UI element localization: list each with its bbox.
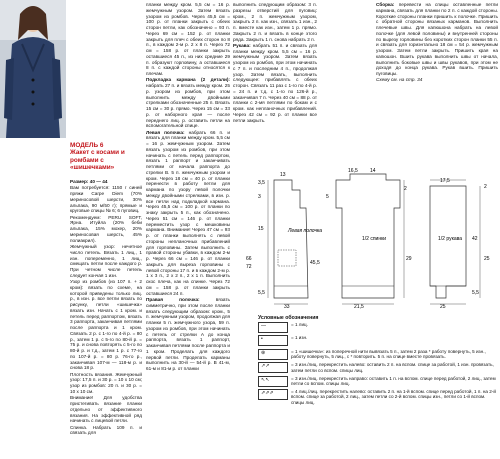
dim-3-5: 3,5: [258, 180, 265, 186]
dim-45-5: 45,5: [310, 260, 320, 266]
materials-paragraph: Вам потребуется: 1150 г синей пряжи Сarpe Diem (70% мериносовой шерсти, 30% альпака, 90 м/50 г); прямые и круговые спицы № 6; 6 пуговиц.: [70, 185, 142, 214]
dim-72: 72: [246, 264, 252, 270]
diamond-pattern-paragraph: Узор из ромбов (из 107 п. + 2 кром): вязать по схеме, на которой приведены только лиц. р., в изн. р. все петли вязать по рисунку, петли «шишечка» вязать изн. Начать с 1 кром. и петель перед раппортом, вязать 3 раппорта, заканчивая петлями после раппорта и 1 кром. Связать 2 р. с 1-го по 4-й р. = 80 р., затем 1 р. с 5-го по 80-й р. = 75 р. и снова повторять с 5-го по 80-й р. и т.д., затем 1 р. с 77-го по 107-й р. = 80 р. 76-го р., заканчивая 107-м — 118-м р. и снова 18 р.: [70, 279, 142, 371]
dim-15: 15: [258, 226, 264, 232]
legend-row-cross-left: [258, 362, 498, 373]
legend-title: Условные обозначения: [258, 315, 319, 321]
pocket-outline: [278, 250, 296, 266]
legend-text: = 4 лиц./лиц. перекрестить налево: оставить 2 п. на 1-й вспом. спице перед работой, 1 п. на 2-й вспом. спице за работой, 2 лиц., затем петли со 2-й вспом. спицы изн., петли со 1-й вспом. спицы лиц.: [291, 388, 496, 405]
buttonholes-text: выполнить следующим образом: 3 п. разрезы отверстий для пуговиц: кром., 2 п. жемчужным узором, закрыть 2 п. как изн., связать 1 изн., 2 п. вместе как изн., затем 1 р. прямо. Закрыть 2 п. и вязать в конце этого ряда. Закрыть 1 п. снова набрать 2 п.: [233, 2, 317, 42]
legend-symbol: —: [258, 322, 288, 333]
right-front-heading: Правая полочка:: [146, 297, 200, 303]
left-front-outline: [274, 180, 308, 298]
assembly-text: перевести на спицы оставленные петли кармана, связать для планки по 2 п. с каждой стороны. Короткие стороны планки пришить к полочке. Пришить с обратной стороны вязаных карманов. Выполнить плечевые швы. Для капюшона набрать на левой полочке (для левой половины) и внутренней стороны по вырезу горловины без коротких сторон планки 55 п. и связать для гориэнтально 18 см = 54 р. жемчужным узором. Затем петли закрыть. Пришить края на капюшон. Вшить рукава выполнить швы от начала, выполнить боковые швы и швы рукавов, при этом не доходя до конца рукава. Рукав вшить. Пришить пуговицы.: [376, 2, 498, 76]
left-front-heading: Левая полочка:: [146, 129, 185, 135]
model-photo-image: [0, 0, 66, 138]
model-number: МОДЕЛЬ 6: [70, 142, 104, 149]
back-paragraph: Спинка. Набрать 109 п. и связать для: [70, 424, 142, 436]
legend-text: = 3 изн./лиц. перекрестить налево: оставить 2 п. на вспом. спице за работой, 1 изн. провязать, затем петли со вспом. спицы лиц.: [291, 362, 494, 373]
pattern-schematic: [244, 168, 496, 312]
legend-symbol: •: [258, 335, 288, 346]
pocket-heading: Подкладка кармана (2 детали):: [146, 77, 230, 83]
dim-3: 3: [258, 194, 261, 200]
dim-25-right: 25: [484, 256, 490, 262]
seed-stitch-paragraph: Жемчужный узор: нечетное число петель. Вязать 1 лиц., 1 изн. попеременно, 1 лиц., смещать петли после каждого р. При четном числе петель следует кончая 1 изн.: [70, 244, 142, 278]
dim-2: 2: [404, 186, 407, 192]
legend-symbol: ↗↗: [258, 362, 288, 373]
model-photo: [0, 0, 66, 138]
dim-33: 33: [284, 304, 290, 310]
legend-symbol: ⇗⇗⇗: [258, 389, 288, 400]
legend-row-cable4: [258, 389, 498, 406]
chart-reference: Схему см. на стр. 34: [376, 77, 423, 83]
pattern-diagram: [244, 168, 496, 312]
legend-symbol: ⊛: [258, 349, 288, 360]
size-line: Размер: 40 — 44: [70, 179, 108, 184]
legend-text: = 1 лиц.: [291, 322, 308, 327]
assembly-heading: Сборка:: [376, 2, 395, 7]
sleeves-heading: Рукава:: [233, 42, 251, 48]
text-column-1: [70, 179, 142, 459]
dim-29: 29: [406, 256, 412, 262]
legend-row-purl: [258, 335, 498, 346]
dim-5-5-left: 5,5: [258, 290, 265, 296]
dim-17-5: 17,5: [440, 178, 450, 184]
sleeve-outline: [430, 186, 466, 298]
back-continued: планки между кром. 5,5 см = 16 р. жемчужным узором. Затем вязать узором из ромбов. Через 45,5 см = 100 р. от планки закрыть с обеих сторон петли, как обозначено = 93 п. Через 69 см = 152 р. от планки закрыть для плеч с обеих сторон по 8 п., в каждом 2-м р. 2 х 8 п. Через 72 см = 158 р. от планки закрыть оставшиеся 45 п., из них средние 29 п. образуют горловину, а оставшиеся 8 п. с каждой стороны относятся к плечам.: [146, 2, 230, 76]
left-front-text: набрать 66 п. и вязать для планки между кром. 5,5 см = 16 р. жемчужным узором. Затем вязать узором из ромбов, при этом начинать с петель перед раппортом, вязать 1 раппорт и заканчивать петлями от начала раппорта до стрелки В. 5 п. жемчужным узором и кром. Через 18 см = 40 р. от планки перенести в работу петли для кармана по узору левой полочки между двойными стрелками, в изн. р. все петли над подкладкой кармана. Через 45,5 см = 100 р. от планки по знаку закрыть 5 п., как обозначено. Через 51 см = 146 р. от планки переместить узор с мешковины кармана. Внимание! Через 47 см = 93 р. от планки выполнять с левой стороны непланочных прибавлений для горловины. Затем выполнить с правой стороны убавки, в каждом 2-м р. Через 66 см = 146 р. от планки закрыть для выреза горловины с левой стороны 17 п. и в каждом 2-м р. 1 х 3 п., 2 х 2 п., 2 х 1 п. Выполнить скос плеча, как на спинке. Через 72 см = 158 р. от планки закрыть оставшиеся 24 п.: [146, 129, 230, 296]
dim-5: 5: [326, 194, 329, 200]
legend-text: = 1 изн.: [291, 335, 308, 341]
gauge-paragraph: Плотность вязания. Жемчужный узор: 17,5 п. и 30 р. = 10 х 10 см; узор из ромбов: 20 п. и 30 р. = 10 х 10 см.: [70, 371, 142, 394]
recommend-paragraph: Рекомендуем: PERU SOFT, Ярна. Итуйла (20% беби альпака, 15% мохер, 20% мериносовая шерсть, 45% полиакрил).: [70, 214, 142, 243]
text-column-3: [233, 2, 317, 160]
back-label: 1/2 спинки: [362, 236, 387, 242]
legend: [258, 322, 498, 408]
legend-row-knit: [258, 322, 498, 333]
model-title: Жакет с косами и ромбами с «шишечками»: [70, 149, 125, 172]
pocket-text: набрать 27 п. и вязать между кром. 25 р. узором из ромбов, при этом выполнить между двойными стрелками обозначенные 25 п. Вязать 15 см = 30 р. прямо. Через 15 см = 33 р. от наборного края — после переднего лиц. р. оставить петли на вспомогательной спице.: [146, 83, 230, 129]
dim-5-5-right: 5,5: [472, 290, 479, 296]
legend-symbol: ↖↖: [258, 376, 288, 387]
dim-2-right: 2: [484, 184, 487, 190]
dim-66: 66: [246, 256, 252, 262]
dim-42: 42: [472, 236, 478, 242]
legend-text: = 1 «шишечка»: из поперечной нити вывязать 5 п., затем 2 раза * работу повернуть, 5 изн., работу повернуть, 5 лиц., с * повторить. 5 п. на спице вместе провязать.: [291, 348, 486, 360]
sleeves-text: набрать 51 п. и связать для планки между кром. 5,5 см = 16 р. жемчужным узором. Затем вязать узором из ромбов, при этом начинать с 7 п. и последним 4 п., продолжая узор. Затем вязать, выполнить следующее: прибавлять с обеих сторон. Связать 11 раз с 1-го по 4-й р. = 24 п. и т.д. с 1-го по 126-й р., заканчивая 7 п. Через 40 см = 88 р. от планки с 2-мя петлями по бокам и с кром. как непланочных прибавлений. Через 42 см = 92 р. от планки все петли закрыть.: [233, 42, 317, 123]
model-heading: [70, 142, 142, 172]
legend-row-cross-right: [258, 376, 498, 387]
text-column-4: [376, 2, 498, 162]
dim-21-5: 21,5: [354, 304, 364, 310]
attention-paragraph: Внимание! Для удобства пристегивать вязание планки отдельно от эффективного вязания. На эффективной ряд начинать с лицевой петли.: [70, 395, 142, 424]
dim-25: 25: [440, 304, 446, 310]
right-front-text: вязать симметрично, при этом после планки вязать следующим образом: кром., 5 п. жемчужным узором, продолжая для планки 5 п. жемчужного узора, 59 п. узором из ромбов, при этом начинать с петель от стрелки А до конца раппорта, вязать 1 раппорт, заканчивая петлями после раппорта и 1 кром. Проделать для каждого первой петли. Проделать карманы выполнить на 30-й — 54-й р. В 41-м, 61-м и 81-м р. от планки: [146, 297, 230, 372]
sleeve-label: 1/2 рукава: [438, 236, 463, 242]
dim-16-5: 16,5: [348, 168, 358, 174]
left-front-label: Левая полочка: [288, 228, 323, 234]
text-column-2: [146, 2, 230, 459]
dim-13: 13: [280, 172, 286, 178]
legend-text: = 3 изн./лиц. перекрестить направо: оставить 1 п. на вспом. спице перед работой, 2 лиц., затем петли со вспом. спицы лиц.: [291, 375, 496, 387]
dim-14: 14: [370, 168, 376, 174]
legend-row-bobble: [258, 349, 498, 360]
